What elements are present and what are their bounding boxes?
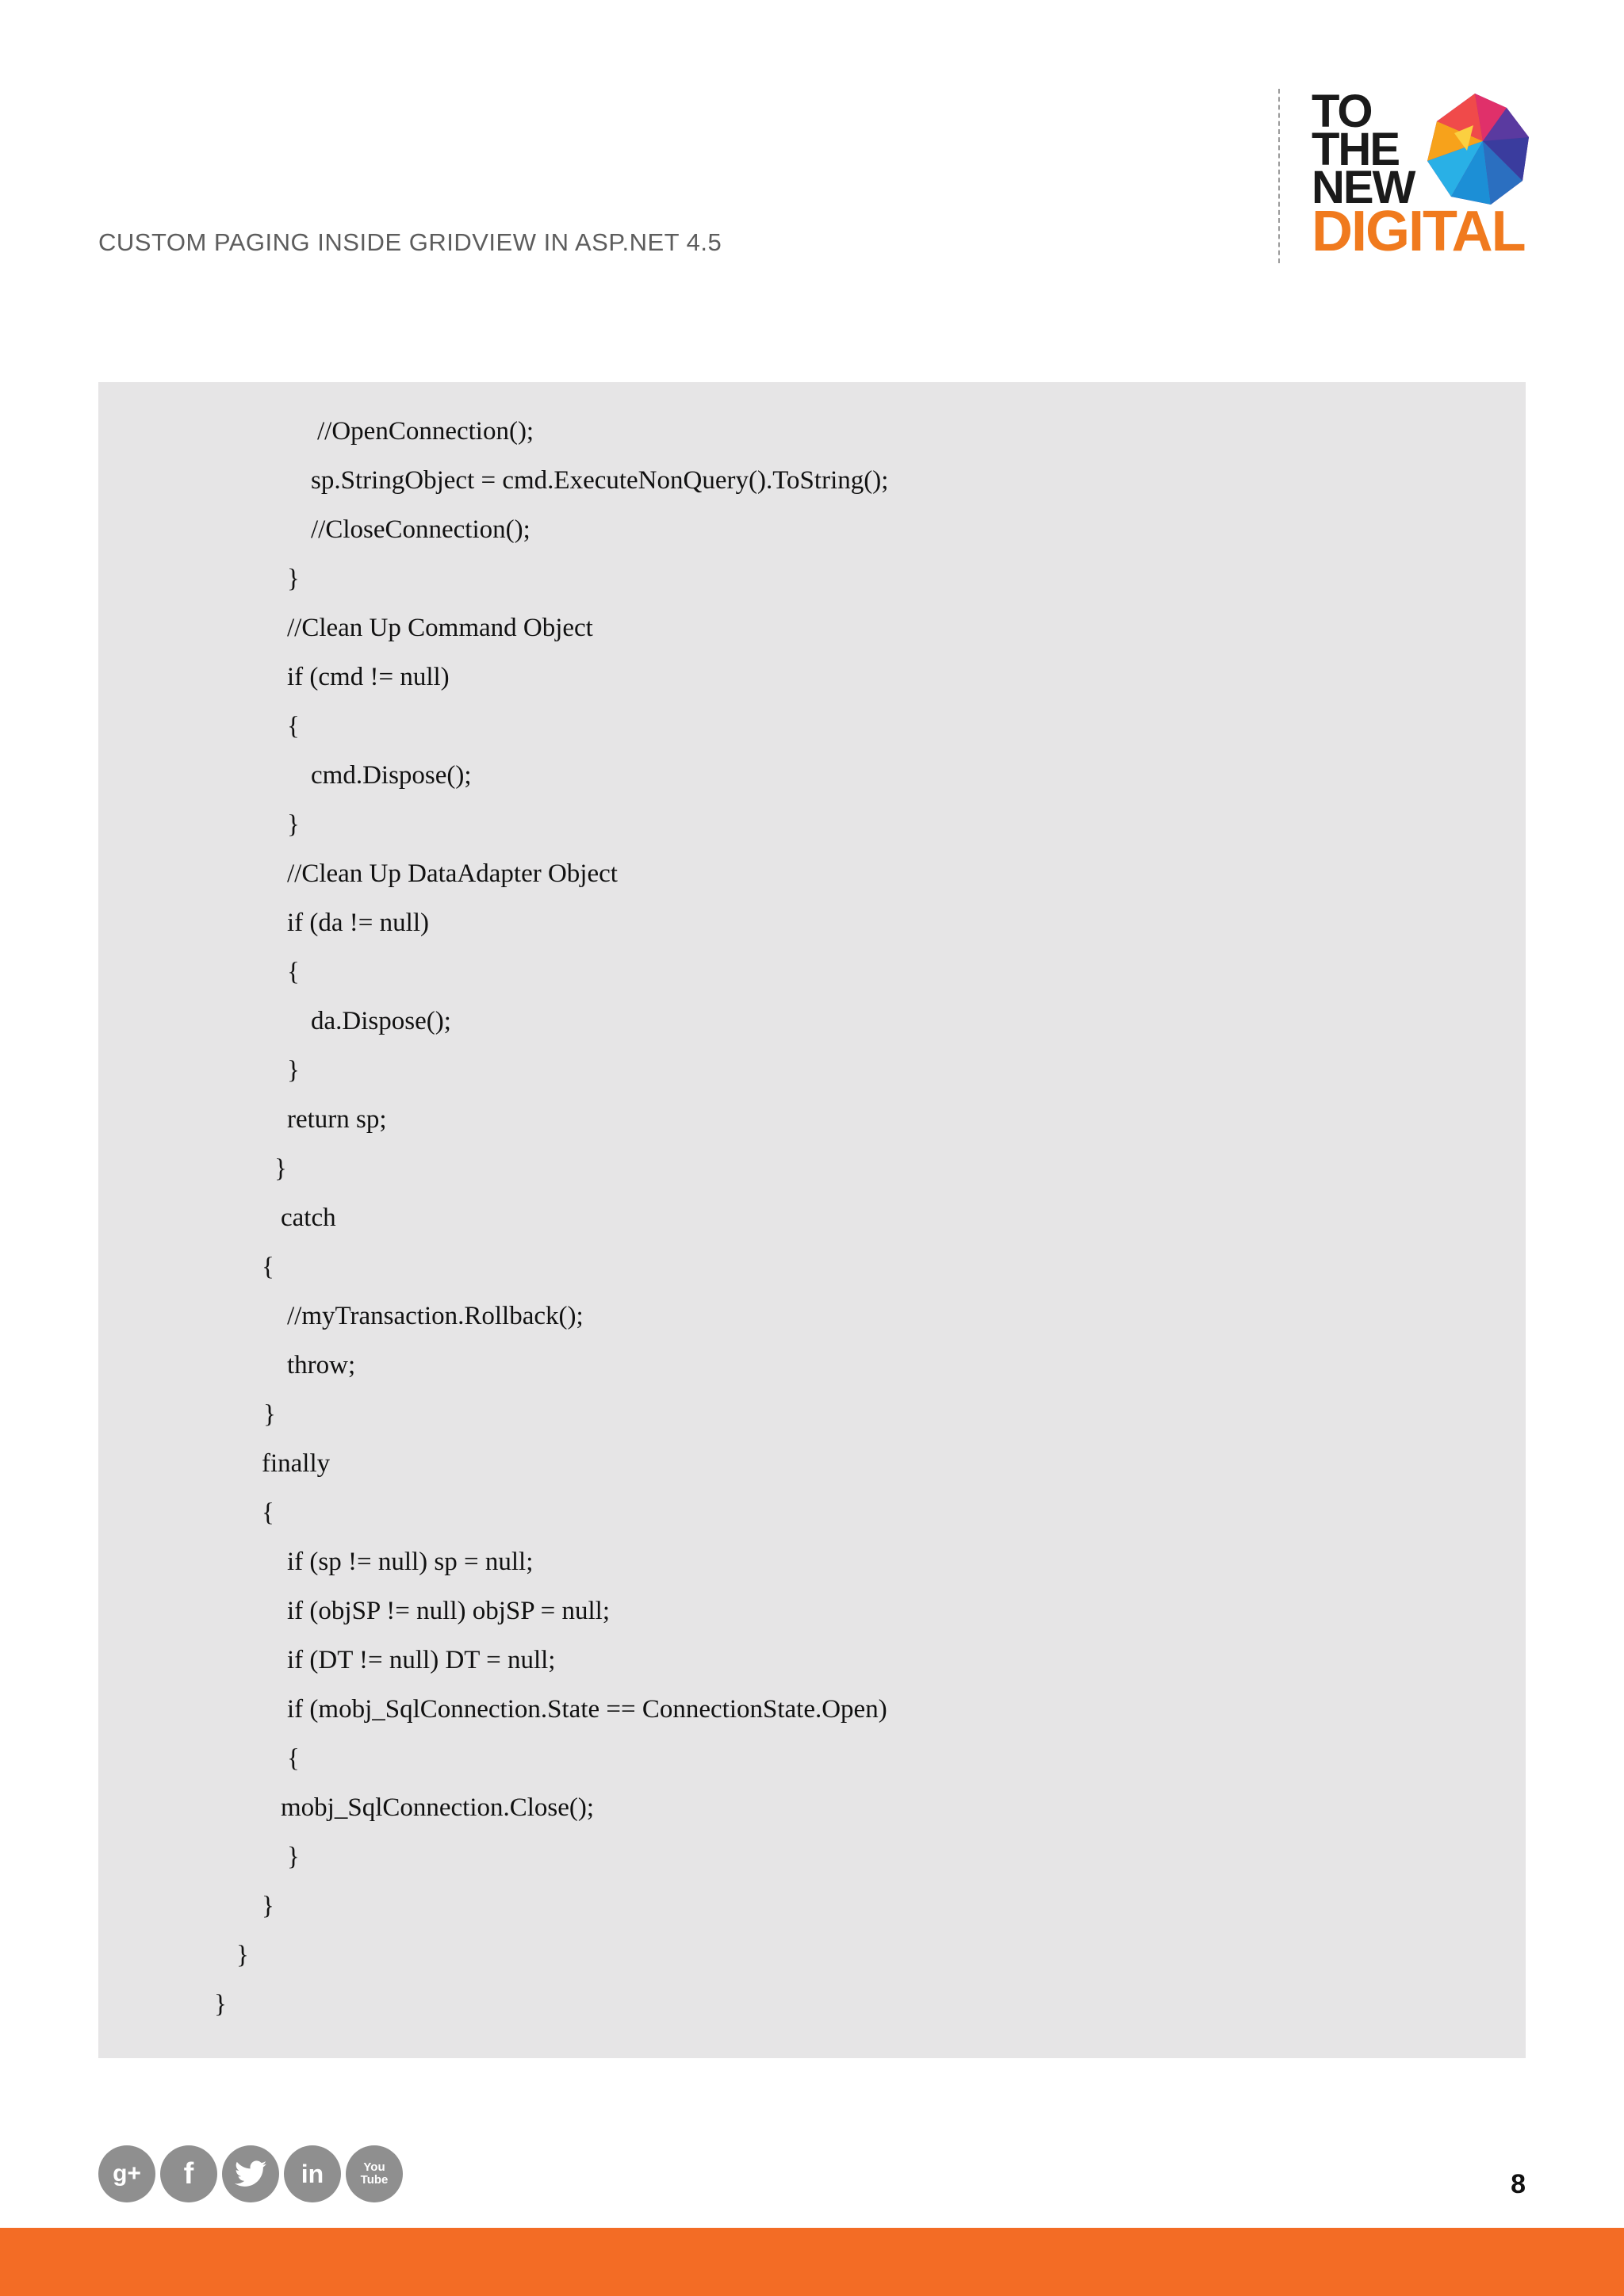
code-line: cmd.Dispose(); <box>311 761 472 790</box>
code-line: if (sp != null) sp = null; <box>287 1548 534 1576</box>
code-line: { <box>287 1744 300 1773</box>
google-plus-icon[interactable] <box>98 2145 155 2202</box>
code-line: mobj_SqlConnection.Close(); <box>281 1793 595 1822</box>
code-line: throw; <box>287 1351 356 1380</box>
code-line: da.Dispose(); <box>311 1007 451 1035</box>
code-line: } <box>287 564 300 593</box>
code-line: if (da != null) <box>287 909 429 937</box>
youtube-label: You Tube <box>360 2160 389 2187</box>
facebook-label: f <box>183 2156 194 2191</box>
code-line: } <box>262 1892 274 1920</box>
page-title: CUSTOM PAGING INSIDE GRIDVIEW IN ASP.NET 4.5 <box>98 228 722 256</box>
code-line: { <box>262 1253 274 1281</box>
twitter-icon[interactable] <box>222 2145 279 2202</box>
youtube-icon[interactable] <box>346 2145 403 2202</box>
code-line: //Clean Up Command Object <box>287 614 593 642</box>
code-line: finally <box>262 1449 331 1478</box>
code-line: if (cmd != null) <box>287 663 450 691</box>
code-line: } <box>287 1056 300 1085</box>
google-plus-label: g+ <box>113 2160 141 2187</box>
code-line: //Clean Up DataAdapter Object <box>287 859 618 888</box>
code-line: } <box>263 1400 276 1429</box>
header-divider <box>1278 89 1280 263</box>
code-block <box>98 382 1526 2058</box>
code-line: //CloseConnection(); <box>311 515 530 544</box>
code-line: } <box>287 810 300 839</box>
code-line: { <box>287 712 300 740</box>
code-line: } <box>274 1154 287 1183</box>
page-number: 8 <box>1511 2169 1526 2199</box>
code-line: { <box>287 958 300 986</box>
logo-text-the: THE <box>1312 124 1399 175</box>
company-logo <box>1312 86 1529 263</box>
code-line: //OpenConnection(); <box>317 417 534 446</box>
code-line: { <box>262 1498 274 1527</box>
twitter-bird-icon <box>235 2160 266 2187</box>
linkedin-icon[interactable] <box>284 2145 341 2202</box>
linkedin-label: in <box>301 2159 324 2188</box>
footer-bar <box>0 2228 1624 2296</box>
code-line: } <box>214 1990 227 2019</box>
code-line: return sp; <box>287 1105 387 1134</box>
code-line: if (objSP != null) objSP = null; <box>287 1597 610 1625</box>
code-line: if (mobj_SqlConnection.State == ConnectionState.Open) <box>287 1695 887 1724</box>
code-line: } <box>287 1843 300 1871</box>
facebook-icon[interactable] <box>160 2145 217 2202</box>
logo-text-to: TO <box>1312 86 1372 137</box>
logo-text-digital: DIGITAL <box>1312 200 1525 263</box>
code-line: sp.StringObject = cmd.ExecuteNonQuery().ToString(); <box>311 466 889 495</box>
code-line: } <box>236 1941 249 1969</box>
logo-text-new: NEW <box>1312 162 1415 213</box>
code-line: catch <box>281 1203 336 1232</box>
code-line: if (DT != null) DT = null; <box>287 1646 556 1674</box>
logo-gem-icon <box>1427 94 1529 205</box>
code-line: //myTransaction.Rollback(); <box>287 1302 584 1330</box>
